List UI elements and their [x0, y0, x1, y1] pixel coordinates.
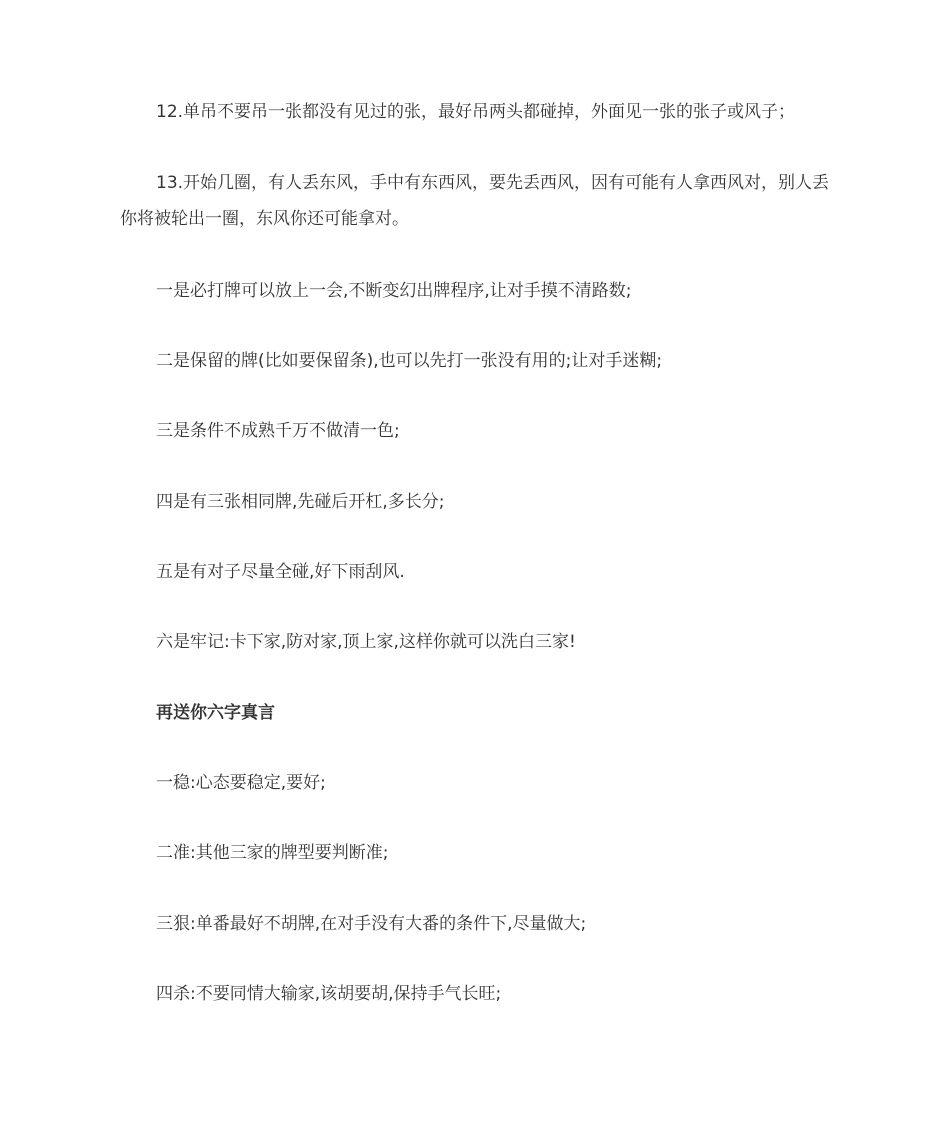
- paragraph-word-1: 一稳:心态要稳定,要好;: [156, 773, 326, 793]
- paragraph-item-4: 四是有三张相同牌,先碰后开杠,多长分;: [156, 492, 445, 512]
- paragraph-word-2: 二准:其他三家的牌型要判断准;: [156, 843, 389, 863]
- paragraph-word-3: 三狠:单番最好不胡牌,在对手没有大番的条件下,尽量做大;: [156, 914, 587, 934]
- paragraph-word-4: 四杀:不要同情大输家,该胡要胡,保持手气长旺;: [156, 984, 502, 1004]
- paragraph-item-6: 六是牢记:卡下家,防对家,顶上家,这样你就可以洗白三家!: [156, 632, 576, 652]
- paragraph-tip-13: 13.开始几圈，有人丢东风，手中有东西风，要先丢西风，因有可能有人拿西风对，别人丢你将被轮出一圈，东风你还可能拿对。: [120, 173, 830, 229]
- section-heading: 再送你六字真言: [156, 703, 275, 723]
- paragraph-tip-12: 12.单吊不要吊一张都没有见过的张，最好吊两头都碰掉，外面见一张的张子或风子；: [156, 102, 796, 122]
- paragraph-item-1: 一是必打牌可以放上一会,不断变幻出牌程序,让对手摸不清路数;: [156, 281, 632, 301]
- paragraph-item-2: 二是保留的牌(比如要保留条),也可以先打一张没有用的;让对手迷糊;: [156, 351, 663, 371]
- paragraph-item-5: 五是有对子尽量全碰,好下雨刮风.: [156, 562, 405, 582]
- paragraph-item-3: 三是条件不成熟千万不做清一色;: [156, 421, 400, 441]
